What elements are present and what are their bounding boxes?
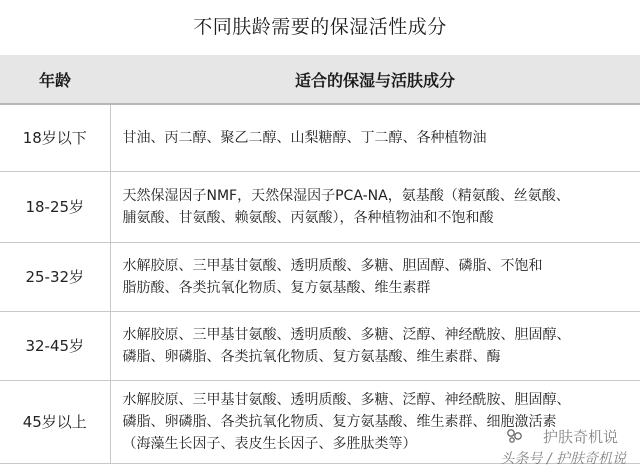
- watermark-top-text: 护肤奇机说: [542, 428, 618, 446]
- table-row: [0, 104, 640, 172]
- ingredients-cell: [110, 172, 640, 243]
- skin-age-table: [0, 55, 640, 464]
- table-row: [0, 312, 640, 381]
- ingredients-line: 天然保湿因子NMF，天然保湿因子PCA-NA，氨基酸（精氨酸、丝氨酸、: [122, 188, 570, 204]
- ingredients-cell: [110, 381, 640, 464]
- table-row: [0, 243, 640, 312]
- ingredients-line: 脯氨酸、甘氨酸、赖氨酸、丙氨酸），各种植物油和不饱和酸: [122, 210, 494, 226]
- ingredients-line: （海藻生长因子、表皮生长因子、多胜肽类等）: [122, 436, 417, 452]
- ingredients-line: 水解胶原、三甲基甘氨酸、透明质酸、多糖、泛醇、神经酰胺、胆固醇、: [122, 327, 571, 343]
- table-header-row: [0, 55, 640, 104]
- header-ingredients: 适合的保湿与活肤成分: [110, 55, 640, 104]
- watermark-bottom-text: 头条号 / 护肤奇机说: [500, 451, 626, 467]
- ingredients-line: 水解胶原、三甲基甘氨酸、透明质酸、多糖、泛醇、神经酰胺、胆固醇、: [122, 392, 571, 408]
- page-title: 不同肤龄需要的保湿活性成分: [193, 16, 447, 38]
- ingredients-line: 磷脂、卵磷脂、各类抗氧化物质、复方氨基酸、维生素群、细胞激活素: [122, 414, 557, 430]
- ingredients-line: 脂肪酸、各类抗氧化物质、复方氨基酸、维生素群: [122, 280, 431, 296]
- header-age: 年龄: [0, 55, 110, 104]
- age-cell: 18-25岁: [0, 172, 110, 243]
- age-cell: 25-32岁: [0, 243, 110, 312]
- table-row: [0, 172, 640, 243]
- age-cell: 18岁以下: [0, 104, 110, 172]
- ingredients-cell: [110, 243, 640, 312]
- age-cell: 45岁以上: [0, 381, 110, 464]
- ingredients-cell: [110, 104, 640, 172]
- ingredients-cell: [110, 312, 640, 381]
- ingredients-line: 磷脂、卵磷脂、各类抗氧化物质、复方氨基酸、维生素群、酶: [122, 349, 501, 365]
- ingredients-line: 甘油、丙二醇、聚乙二醇、山梨糖醇、丁二醇、各种植物油: [122, 130, 487, 146]
- table-row: [0, 381, 640, 464]
- age-cell: 32-45岁: [0, 312, 110, 381]
- ingredients-line: 水解胶原、三甲基甘氨酸、透明质酸、多糖、胆固醇、磷脂、不饱和: [122, 258, 543, 274]
